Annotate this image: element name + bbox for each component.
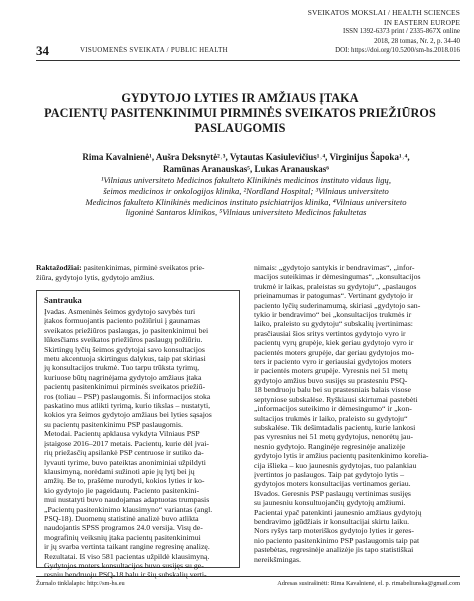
text-line: ros (toliau – PSP) paslaugomis. Ši informacijos stoka: [44, 391, 211, 401]
text-line: metu akcentuoja skirtingus dalykus, taip pat skiriasi: [44, 354, 206, 364]
text-line: rių priežasčių apsilankė PSP centruose ir sutiko da-: [44, 448, 204, 458]
text-line: gydytojo lytis ir amžius pacientų pasitenkinimo korelia-: [254, 451, 429, 461]
text-line: pas vyresnius nei 51 metų gydytojus, nenorėtų jau-: [254, 432, 413, 442]
text-line: macijos suteikimas ir dėmesingumas“, „konsultacijos: [254, 272, 421, 282]
journal-info: [255, 8, 460, 56]
title-line: PASLAUGOMIS: [194, 121, 286, 136]
text-line: kuriuose būtų nagrinėjama gydytojo amžiaus įtaka: [44, 372, 202, 382]
affiliation-line: šeimos medicinos ir onkologijos klinika, ²Nordland Hospital; ³Vilniaus universiteto: [103, 185, 389, 196]
journal-volume: 2018, 28 tomas, Nr. 2, p. 34-40: [374, 37, 460, 45]
text-line: Nors ryšys tarp moteriškos gydytojo lyties ir geres-: [254, 526, 415, 536]
text-line: ir pacientės moters grupėje. Vyresnis nei 51 metų: [254, 366, 408, 376]
text-line: resniu bendruoju PSQ-18 balu ir šių subskalių verti-: [44, 570, 207, 580]
text-line: kio gydytojo jie pageidautų. Paciento pasitenkini-: [44, 485, 200, 495]
text-line: mografinių veiksnių įtaka pacientų pasitenkinimui: [44, 532, 201, 542]
text-line: mui nustatyti buvo naudojamas adaptuotas trumpasis: [44, 495, 210, 505]
text-line: su jaunesniu konsultuojančių gydytojų amžiumi.: [254, 498, 406, 508]
text-line: nesnio gydytojo. Ranginėje regresinėje analizėje: [254, 441, 406, 451]
affiliations: [36, 175, 456, 218]
page-number: 34: [36, 43, 49, 58]
header-divider: [36, 60, 460, 61]
text-line: sultacijos trukmės ir laiko, praleisto su gydytoju“: [254, 413, 408, 423]
footer-divider: [36, 576, 460, 577]
journal-name-line2: IN EASTERN EUROPE: [383, 17, 460, 27]
text-line: naudojantis SPSS programos 24.0 versija. Visų de-: [44, 523, 203, 533]
authors-line: Ramūnas Aranauskas⁵, Lukas Aranauskas⁶: [163, 163, 329, 174]
keywords-label: Raktažodžiai:: [36, 263, 82, 272]
footer-website[interactable]: Žurnalo tinklalapis: http://sm-hs.eu: [36, 580, 125, 587]
text-line: kokios yra šeimos gydytojo amžiaus bei lyties sąsajos: [44, 410, 212, 420]
author-list: [36, 152, 456, 175]
article-title: [40, 91, 440, 137]
text-line: pacientų vyrų grupėje, kiek geriau gydytojo vyro ir: [254, 338, 414, 348]
text-line: tykio ir bendravimo“ bei „konsultacijos trukmės ir: [254, 310, 412, 320]
text-line: prasčiausiai šios sritys vertintos gydytojo vyro ir: [254, 328, 406, 338]
text-line: laiko, praleisto su gydytoju“ subskalių įvertinimas:: [254, 319, 413, 329]
text-line: bendravimo įgūdžiais ir konsultacijai skirtu laiku.: [254, 516, 410, 526]
text-line: įvertintos jo paslaugos. Taip pat gydytojo lytis –: [254, 469, 405, 479]
text-line: Skirtingų lyčių šeimos gydytojai savo konsultacijos: [44, 344, 205, 354]
affiliation-line: ¹Vilniaus universiteto Medicinos fakulteto Klinikinės medicinos instituto vidaus ligų,: [100, 175, 392, 185]
text-line: klausimyną, norėdami sužinoti apie jų lytį bei jų: [44, 466, 195, 476]
text-line: cija išlieka – kuo jaunesnis gydytojas, tuo palankiau: [254, 460, 417, 470]
text-line: gydytojos moters konsultacijas vertinamos geriau.: [254, 479, 411, 489]
title-line: PACIENTŲ PASITENKINIMUI PIRMINĖS SVEIKATOS PRIEŽIŪROS: [44, 106, 436, 121]
abstract-right-column: [254, 263, 454, 564]
keywords: [36, 263, 236, 282]
journal-issn: ISSN 1392-6373 print / 2335-867X online: [343, 28, 460, 36]
text-line: subskalėse. Tik dešimtadalis pacientų, kurie lankosi: [254, 422, 416, 432]
text-line: sveikatos priežiūros paslaugas, jo pasitenkinimui bei: [44, 325, 209, 335]
text-line: „informacijos suteikimo ir dėmesingumo“ ir „kon-: [254, 404, 412, 414]
keywords-text: pasitenkinimas, pirminė sveikatos prie-: [81, 263, 205, 272]
text-line: nio paciento pasitenkinimo PSP paslaugomis taip pat: [254, 535, 420, 545]
text-line: 18 bendruoju balu bei su prastesniais balais visose: [254, 385, 411, 395]
text-line: įtakos formuojantis paciento požiūriui į gaunamas: [44, 316, 201, 326]
text-line: nimais: „gydytojo santykis ir bendravimas“, „infor-: [254, 263, 415, 272]
text-line: lūkesčiams sveikatos priežiūros paslaugų požiūriu.: [44, 335, 203, 345]
affiliation-line: ligoninė Santaros klinikos, ⁵Vilniaus universiteto Medicinos fakultetas: [125, 207, 367, 218]
text-line: Gydytojos moters konsultacijos buvo susijęs su ge-: [44, 560, 204, 570]
text-line: pastebėtas, regresinėje analizėje jis tapo statistiškai: [254, 545, 414, 555]
text-line: įstaigose 2016–2017 metais. Pacientų, kurie dėl jvai-: [44, 438, 209, 448]
text-line: paciento lyčių suderinamumą, skiriasi „gydytojo san-: [254, 300, 421, 310]
text-line: Išvados. Geresnis PSP paslaugų vertinimas susijęs: [254, 488, 411, 498]
text-line: Įvadas. Asmeninės šeimos gydytojo savybės turi: [44, 307, 196, 316]
text-line: amžių. Be to, prašėme nurodyti, kokios lyties ir ko-: [44, 476, 205, 486]
journal-name-line1: SVEIKATOS MOKSLAI / HEALTH SCIENCES: [307, 8, 460, 17]
journal-doi[interactable]: DOI: https://doi.org/10.5200/sm-hs.2018.016: [335, 47, 460, 55]
text-line: Rezultatai. Iš viso 581 pacientas užpildė klausimyną.: [44, 551, 210, 561]
text-line: Metodai. Pacientų apklausa vykdyta Vilniaus PSP: [44, 429, 200, 439]
text-line: prieinamumas ir patogumas“. Vertinant gydytojo ir: [254, 291, 413, 301]
affiliation-line: Medicinos fakulteto Klinikinės medicinos instituto psichiatrijos klinika, ⁴Vilniaus universiteto: [85, 196, 407, 207]
text-line: trukmė ir laikas, praleistas su gydytoju“, „paslaugos: [254, 281, 417, 291]
text-line: ir jų svarba vertinta taikant rangine regresinę analizę.: [44, 542, 210, 552]
text-line: lyvauti tyrime, buvo pateiktas anoniminiai užpildyti: [44, 457, 206, 467]
text-line: su pacientų pasitenkinimu PSP paslaugomis.: [44, 419, 183, 429]
text-line: pacientų pasitenkinimui pirminės sveikatos priežiū-: [44, 382, 206, 392]
text-line: PSQ-18). Duomenų statistinė analizė buvo atlikta: [44, 513, 199, 523]
footer-correspondence: Adresas susirašinėti: Rima Kavalnienė, el. p. rimabeliunska@gmail.com: [277, 580, 460, 587]
text-line: paskatino mus atlikti tyrimą, kurio tikslas – nustatyti,: [44, 401, 211, 411]
running-head: VISUOMENĖS SVEIKATA / PUBLIC HEALTH: [80, 47, 228, 54]
text-line: gydytojo amžius buvo susijęs su prastesniu PSQ-: [254, 375, 408, 385]
text-line: jų konsultacijos trukmė. Tuo tarpu trūksta tyrimų,: [44, 363, 200, 373]
title-line: GYDYTOJO LYTIES IR AMŽIAUS ĮTAKA: [121, 91, 359, 105]
keywords-text-line2: žiūra, gydytojo lytis, gydytojo amžius.: [36, 272, 155, 282]
abstract-left-column: [44, 307, 234, 580]
text-line: ters ir paciento vyro ir geriausiai gydytojos moters: [254, 357, 412, 367]
text-line: septyniose subskalėse. Ryškiausi skirtumai pastebėti: [254, 394, 418, 404]
text-line: pacientės moters grupėje, dar geriau gydytojos mo-: [254, 347, 415, 357]
abstract-heading: Santrauka: [44, 296, 82, 305]
text-line: Pacientai ypač patenkinti jaunesnio amžiaus gydytojų: [254, 507, 422, 517]
authors-line: Rima Kavalnienė¹, Aušra Deksnytė²˒³, Vytautas Kasiulevičius¹˒⁴, Virginijus Šapoka¹˒⁴,: [82, 152, 410, 162]
text-line: nereikšmingas.: [254, 554, 301, 564]
text-line: „Pacientų pasitenkinimo klausimyno“ variantas (angl.: [44, 504, 213, 514]
